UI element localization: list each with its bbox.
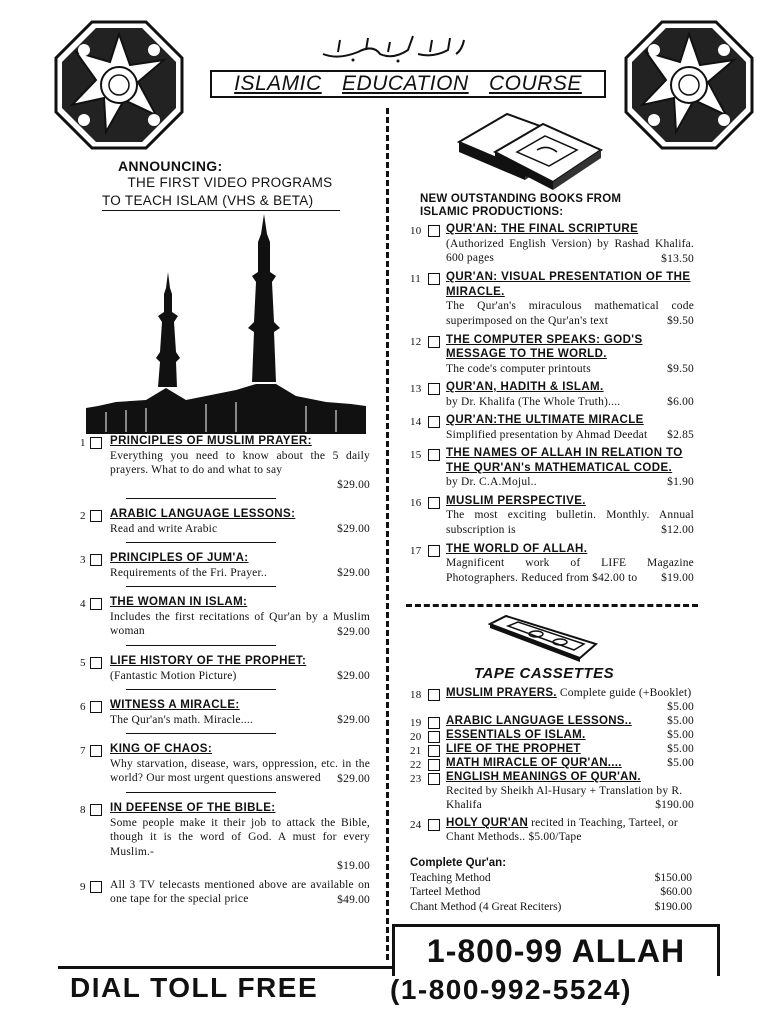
order-checkbox[interactable] (428, 273, 440, 285)
list-item (410, 542, 694, 586)
item-number: 12 (410, 335, 422, 348)
list-item (410, 222, 694, 266)
list-item (80, 595, 370, 639)
order-checkbox[interactable] (90, 701, 102, 713)
order-checkbox[interactable] (428, 449, 440, 461)
item-price: $49.00 (337, 893, 370, 906)
price-row-value: $190.00 (654, 900, 692, 913)
list-item (410, 714, 694, 728)
item-title: MUSLIM PERSPECTIVE. (446, 494, 586, 507)
item-title: THE WOMAN IN ISLAM: (110, 596, 248, 608)
order-checkbox[interactable] (428, 689, 440, 701)
item-title: ENGLISH MEANINGS OF QUR'AN. (446, 771, 641, 783)
item-title: LIFE OF THE PROPHET (446, 743, 581, 755)
item-description: Includes the first recitations of Qur'an by a Muslim woman (110, 610, 370, 637)
divider (126, 645, 276, 646)
item-number: 18 (410, 689, 422, 701)
item-price: $13.50 (661, 252, 694, 265)
list-item (410, 446, 694, 490)
item-title: THE WORLD OF ALLAH. (446, 542, 588, 555)
order-checkbox[interactable] (90, 598, 102, 610)
books-illustration (455, 108, 605, 190)
order-checkbox[interactable] (428, 336, 440, 348)
section-divider (406, 604, 698, 607)
item-title: THE NAMES OF ALLAH IN RELATION TO THE QUR'AN's MATHEMATICAL CODE. (446, 447, 683, 474)
phone-number[interactable]: (1-800-992-5524) (390, 974, 632, 1005)
list-item (410, 413, 694, 442)
item-description: (Fantastic Motion Picture) (110, 669, 237, 682)
item-description: Why starvation, disease, wars, oppression, etc. in the world? Our most urgent questions answered (110, 757, 370, 784)
item-description: Recited by Sheikh Al-Husary + Translation by R. Khalifa (446, 785, 683, 811)
item-number: 15 (410, 449, 422, 461)
item-description: by Dr. C.A.Mojul.. (446, 476, 537, 488)
order-checkbox[interactable] (428, 416, 440, 428)
bismillah-calligraphy (318, 30, 468, 64)
price-row-label: Teaching Method (410, 871, 491, 884)
dial-toll-free: DIAL TOLL FREE (70, 972, 319, 1003)
item-number: 19 (410, 717, 422, 729)
order-checkbox[interactable] (90, 657, 102, 669)
item-description: Some people make it their job to attack the Bible, though it is the word of God. A must for every Muslim.- (110, 816, 370, 858)
item-price: $19.00 (337, 860, 370, 872)
item-price: $19.00 (661, 572, 694, 584)
divider (126, 586, 276, 587)
item-number: 17 (410, 544, 422, 557)
item-title: QUR'AN, HADITH & ISLAM. (446, 381, 604, 393)
item-price: $29.00 (337, 522, 370, 535)
item-title: WITNESS A MIRACLE: (110, 699, 240, 711)
list-item (410, 770, 694, 812)
title-word-2: EDUCATION (342, 72, 469, 95)
item-title: LIFE HISTORY OF THE PROPHET: (110, 655, 307, 667)
item-title: PRINCIPLES OF JUM'A: (110, 552, 249, 564)
order-checkbox[interactable] (428, 545, 440, 557)
item-price: $2.85 (667, 428, 694, 441)
announce-line-2: THE FIRST VIDEO PROGRAMS (127, 175, 333, 190)
list-item (410, 816, 694, 844)
price-row (410, 871, 692, 886)
phone-word-box: 1-800-99 ALLAH (392, 924, 720, 976)
item-number: 13 (410, 383, 422, 395)
item-price: $29.00 (337, 669, 370, 682)
list-item (80, 551, 370, 580)
order-checkbox[interactable] (428, 497, 440, 509)
price-row-value: $150.00 (654, 871, 692, 884)
books-heading-line-1: NEW OUTSTANDING BOOKS FROM (420, 193, 622, 205)
item-title: ESSENTIALS OF ISLAM. (446, 729, 586, 741)
price-row-label: Chant Method (4 Great Reciters) (410, 900, 562, 913)
book-list (410, 222, 694, 590)
item-number: 11 (410, 273, 421, 285)
item-price: $29.00 (337, 478, 370, 491)
item-description: Requirements of the Fri. Prayer.. (110, 566, 268, 579)
item-description: Simplified presentation by Ahmad Deedat (446, 428, 648, 441)
list-item (410, 686, 694, 714)
item-title: KING OF CHAOS: (110, 743, 213, 755)
item-title: ARABIC LANGUAGE LESSONS: (110, 508, 296, 520)
seal-ornament-right (624, 20, 754, 150)
item-description: The most exciting bulletin. Monthly. Annual subscription is (446, 509, 694, 536)
tape-list (410, 686, 694, 844)
list-item (80, 801, 370, 874)
divider (126, 498, 276, 499)
item-price: $5.00 (667, 701, 694, 713)
item-price: $5.00/Tape (528, 831, 582, 843)
list-item (410, 494, 694, 538)
item-title: MUSLIM PRAYERS. (446, 687, 557, 699)
complete-quran-pricing (410, 856, 692, 914)
order-checkbox[interactable] (90, 554, 102, 566)
announce-heading: ANNOUNCING: (118, 158, 223, 174)
item-title: IN DEFENSE OF THE BIBLE: (110, 802, 276, 814)
price-row (410, 900, 692, 915)
divider (126, 542, 276, 543)
price-row (410, 885, 692, 900)
seal-ornament-left (54, 20, 184, 150)
item-price: $5.00 (667, 757, 694, 769)
item-price: $6.00 (667, 395, 694, 408)
item-description: All 3 TV telecasts mentioned above are available on one tape for the special price (110, 878, 370, 905)
item-description: Complete guide (+Booklet) (559, 687, 692, 699)
item-number: 5 (80, 657, 86, 669)
item-number: 8 (80, 804, 86, 816)
footer-rule (58, 966, 392, 969)
item-description: The Qur'an's miraculous mathematical code superimposed on the Qur'an's text (446, 300, 694, 327)
item-number: 7 (80, 745, 86, 757)
order-checkbox[interactable] (428, 383, 440, 395)
item-description: by Dr. Khalifa (The Whole Truth).... (446, 395, 621, 408)
item-number: 3 (80, 554, 86, 566)
item-price: $5.00 (667, 715, 694, 727)
divider (126, 733, 276, 734)
item-description: The code's computer printouts (446, 362, 591, 375)
item-title: HOLY QUR'AN (446, 817, 529, 829)
list-item (410, 270, 694, 329)
item-price: $5.00 (667, 729, 694, 741)
item-title: THE COMPUTER SPEAKS: GOD'S MESSAGE TO THE WORLD. (446, 333, 643, 360)
item-description: Read and write Arabic (110, 522, 218, 535)
list-item (410, 380, 694, 409)
list-item (410, 742, 694, 756)
item-number: 20 (410, 731, 422, 743)
item-number: 24 (410, 819, 422, 831)
column-divider (386, 108, 389, 960)
tape-cassettes-heading: TAPE CASSETTES (474, 665, 615, 682)
order-checkbox[interactable] (90, 804, 102, 816)
item-number: 1 (80, 437, 86, 449)
item-price: $9.50 (667, 315, 694, 327)
item-title: MATH MIRACLE OF QUR'AN.... (446, 757, 622, 769)
item-title: PRINCIPLES OF MUSLIM PRAYER: (110, 435, 312, 447)
order-checkbox[interactable] (428, 819, 440, 831)
complete-quran-heading: Complete Qur'an: (410, 857, 507, 869)
cassette-tape-illustration (488, 614, 598, 664)
order-checkbox[interactable] (428, 225, 440, 237)
item-title: ARABIC LANGUAGE LESSONS.. (446, 715, 632, 727)
item-number: 10 (410, 225, 422, 237)
item-description: recited in Teaching, Tarteel, or Chant Methods.. (446, 817, 678, 843)
item-description: Everything you need to know about the 5 daily prayers. What to do and what to say (110, 449, 370, 476)
item-price: $29.00 (337, 772, 370, 785)
list-item (410, 728, 694, 742)
item-price: $1.90 (667, 476, 694, 488)
price-row-label: Tarteel Method (410, 886, 481, 898)
item-price: $29.00 (337, 625, 370, 638)
divider (126, 792, 276, 793)
books-heading (420, 193, 710, 219)
list-item (410, 756, 694, 770)
item-number: 21 (410, 745, 422, 757)
item-number: 2 (80, 510, 86, 522)
order-checkbox[interactable] (90, 437, 102, 449)
title-word-3: COURSE (488, 72, 582, 95)
list-item (80, 434, 370, 492)
order-checkbox[interactable] (90, 745, 102, 757)
list-item (80, 654, 370, 683)
order-checkbox[interactable] (90, 881, 102, 893)
title-word-1: ISLAMIC (234, 72, 322, 95)
item-title: QUR'AN: VISUAL PRESENTATION OF THE MIRACLE. (446, 271, 691, 298)
item-number: 23 (410, 773, 422, 785)
order-checkbox[interactable] (90, 510, 102, 522)
item-number: 14 (410, 416, 422, 428)
announcement (70, 158, 370, 211)
item-title: QUR'AN: THE FINAL SCRIPTURE (446, 223, 639, 235)
order-checkbox[interactable] (428, 773, 440, 785)
video-program-list (80, 434, 370, 907)
item-price: $190.00 (655, 799, 694, 811)
list-item (80, 698, 370, 727)
books-heading-line-2: ISLAMIC PRODUCTIONS: (420, 206, 564, 218)
item-number: 22 (410, 759, 422, 771)
item-price: $29.00 (337, 713, 370, 726)
item-description: (Authorized English Version) by Rashad Khalifa. 600 pages (446, 237, 694, 264)
item-number: 16 (410, 496, 422, 509)
item-number: 6 (80, 701, 86, 713)
item-description: Magnificent work of LIFE Magazine Photographers. Reduced from $42.00 to (446, 557, 694, 584)
list-item (80, 507, 370, 536)
course-title (210, 70, 606, 98)
announce-line-3: TO TEACH ISLAM (VHS & BETA) (102, 192, 340, 211)
mosque-minarets-illustration (86, 212, 366, 434)
item-price: $9.50 (667, 362, 694, 375)
item-price: $12.00 (661, 524, 694, 536)
price-row-value: $60.00 (660, 886, 692, 898)
item-title: QUR'AN:THE ULTIMATE MIRACLE (446, 414, 644, 426)
list-item (410, 333, 694, 377)
item-number: 9 (80, 880, 86, 893)
list-item (80, 878, 370, 908)
item-price: $5.00 (667, 743, 694, 755)
divider (126, 689, 276, 690)
list-item (80, 742, 370, 786)
item-price: $29.00 (337, 566, 370, 579)
item-description: The Qur'an's math. Miracle.... (110, 713, 253, 726)
item-number: 4 (80, 598, 86, 610)
